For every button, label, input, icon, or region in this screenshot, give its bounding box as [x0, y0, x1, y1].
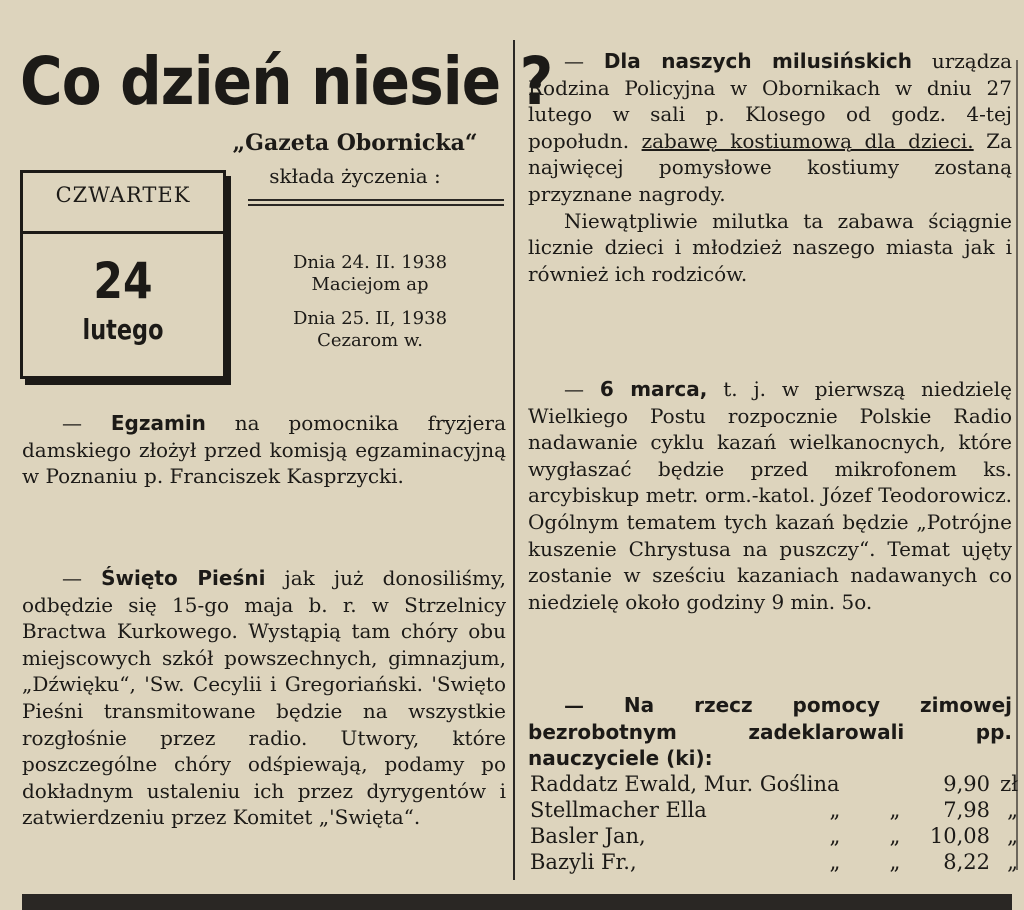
name-day-name-1: Maciejom ap	[311, 274, 429, 295]
article-egzamin	[22, 410, 506, 490]
ditto-mark: „	[829, 798, 841, 822]
wishes-heading: „Gazeta Obornicka“	[232, 130, 478, 156]
ditto-mark	[870, 771, 920, 797]
donor-name: Stellmacher Ella	[530, 798, 707, 822]
article-lead: Egzamin	[110, 411, 206, 435]
article-body: Za najwięcej pomysłowe kostiumy zostaną przyznane nagrody.	[528, 128, 1012, 206]
ditto-mark	[800, 771, 870, 797]
article-radio	[528, 376, 1012, 615]
donor-name: Bazyli Fr.,	[530, 850, 637, 874]
donor-amount: 7,98	[943, 798, 990, 822]
article-dash: —	[62, 566, 102, 590]
ditto-mark: „	[889, 850, 901, 874]
article-dash: —	[564, 693, 624, 717]
article-zabawa	[528, 48, 1012, 287]
article-dash: —	[564, 377, 600, 401]
article-body: na pomocnika fryzjera damskiego złożył przed komisją egzaminacyjną w Poznaniu p. Franciszek Kasprzycki.	[22, 411, 506, 489]
section-title: Co dzień niesie ?	[20, 43, 553, 120]
name-day-name-2: Cezarom w.	[317, 330, 423, 351]
calendar-month: lutego	[82, 313, 164, 346]
article-body: Niewątpliwie milutka ta zabawa ściągnie licznie dzieci i młodzież naszego miasta jak i również ich rodziców.	[528, 208, 1012, 286]
double-rule-bottom	[248, 204, 504, 206]
donor-row	[530, 823, 1018, 849]
donor-name: Basler Jan,	[530, 824, 646, 848]
ditto-mark: „	[889, 798, 901, 822]
donor-unit: zł	[1000, 772, 1018, 796]
article-lead: Dla naszych milusińskich	[603, 49, 912, 73]
calendar-divider	[23, 231, 223, 234]
right-edge-rule	[1016, 60, 1018, 870]
ditto-mark: „	[829, 824, 841, 848]
article-lead: Na rzecz pomocy zimowej bezrobotnym zadeklarowali pp. nauczyciele (ki):	[528, 693, 1012, 771]
donor-amount: 8,22	[943, 850, 990, 874]
double-rule-top	[248, 199, 504, 201]
article-body: jak już donosiliśmy, odbędzie się 15-go maja b. r. w Strzelnicy Bractwa Kurkowego. Wystąpią tam chóry obu miejscowych szkół powszechnych, gimnazjum, „Dźwięku“, 'Sw. Cecylii i Gregoriański. 'Swięto Pieśni transmitowane będzie na wszystkie rozgłośnie przez radio. Utwory, które poszczególne chóry odśpiewają, podamy po dokładnym ustaleniu ich przez dyrygentów i zatwierdzeniu przez Komitet „'Swięta“.	[22, 566, 507, 830]
ditto-mark: „	[889, 824, 901, 848]
calendar-weekday: CZWARTEK	[55, 183, 191, 207]
article-lead: 6 marca,	[599, 377, 708, 401]
article-body: t. j. w pierwszą niedzielę Wielkiego Postu rozpocznie Polskie Radio nadawanie cyklu kazań wielkanocnych, które wygłaszać będzie przed mikrofonem ks. arcybiskup metr. orm.-katol. Józef Teodorowicz. Ogólnym tematem tych kazań będzie „Potrójne kuszenie Chrystusa na puszczy“. Temat ujęty zostanie w sześciu kazaniach nadawanych co niedzielę około godziny 9 min. 5o.	[528, 377, 1012, 614]
donor-unit: „	[1007, 850, 1018, 874]
name-days	[250, 252, 490, 352]
calendar-box	[20, 170, 226, 379]
donor-amount: 9,90	[943, 772, 990, 796]
calendar-day-number: 24	[93, 252, 153, 310]
wishes-subheading: składa życzenia :	[269, 164, 441, 188]
article-swieto-piesni	[22, 565, 506, 831]
article-dash: —	[564, 49, 604, 73]
donor-name: Raddatz Ewald, Mur. Goślina	[530, 772, 840, 796]
article-lead: Święto Pieśni	[101, 566, 266, 590]
donor-amount: 10,08	[929, 824, 990, 848]
donor-row	[530, 797, 1018, 823]
article-pomoc-zimowa	[528, 692, 1012, 772]
article-underlined: zabawę kostiumową dla dzieci.	[641, 128, 974, 153]
donor-row	[530, 849, 1018, 875]
name-day-date-2: Dnia 25. II, 1938	[292, 308, 448, 329]
donor-row	[530, 771, 1018, 797]
ditto-mark: „	[829, 850, 841, 874]
donor-unit: „	[1007, 798, 1018, 822]
donor-unit: „	[1007, 824, 1018, 848]
article-dash: —	[62, 411, 111, 435]
bottom-rule	[22, 894, 1012, 910]
column-divider	[513, 40, 515, 880]
article-body: urządza Rodzina Policyjna w Obornikach w dniu 27 lutego w sali p. Klosego od godz. 4-tej popołudn.	[528, 49, 1012, 153]
name-day-date-1: Dnia 24. II. 1938	[292, 252, 448, 273]
